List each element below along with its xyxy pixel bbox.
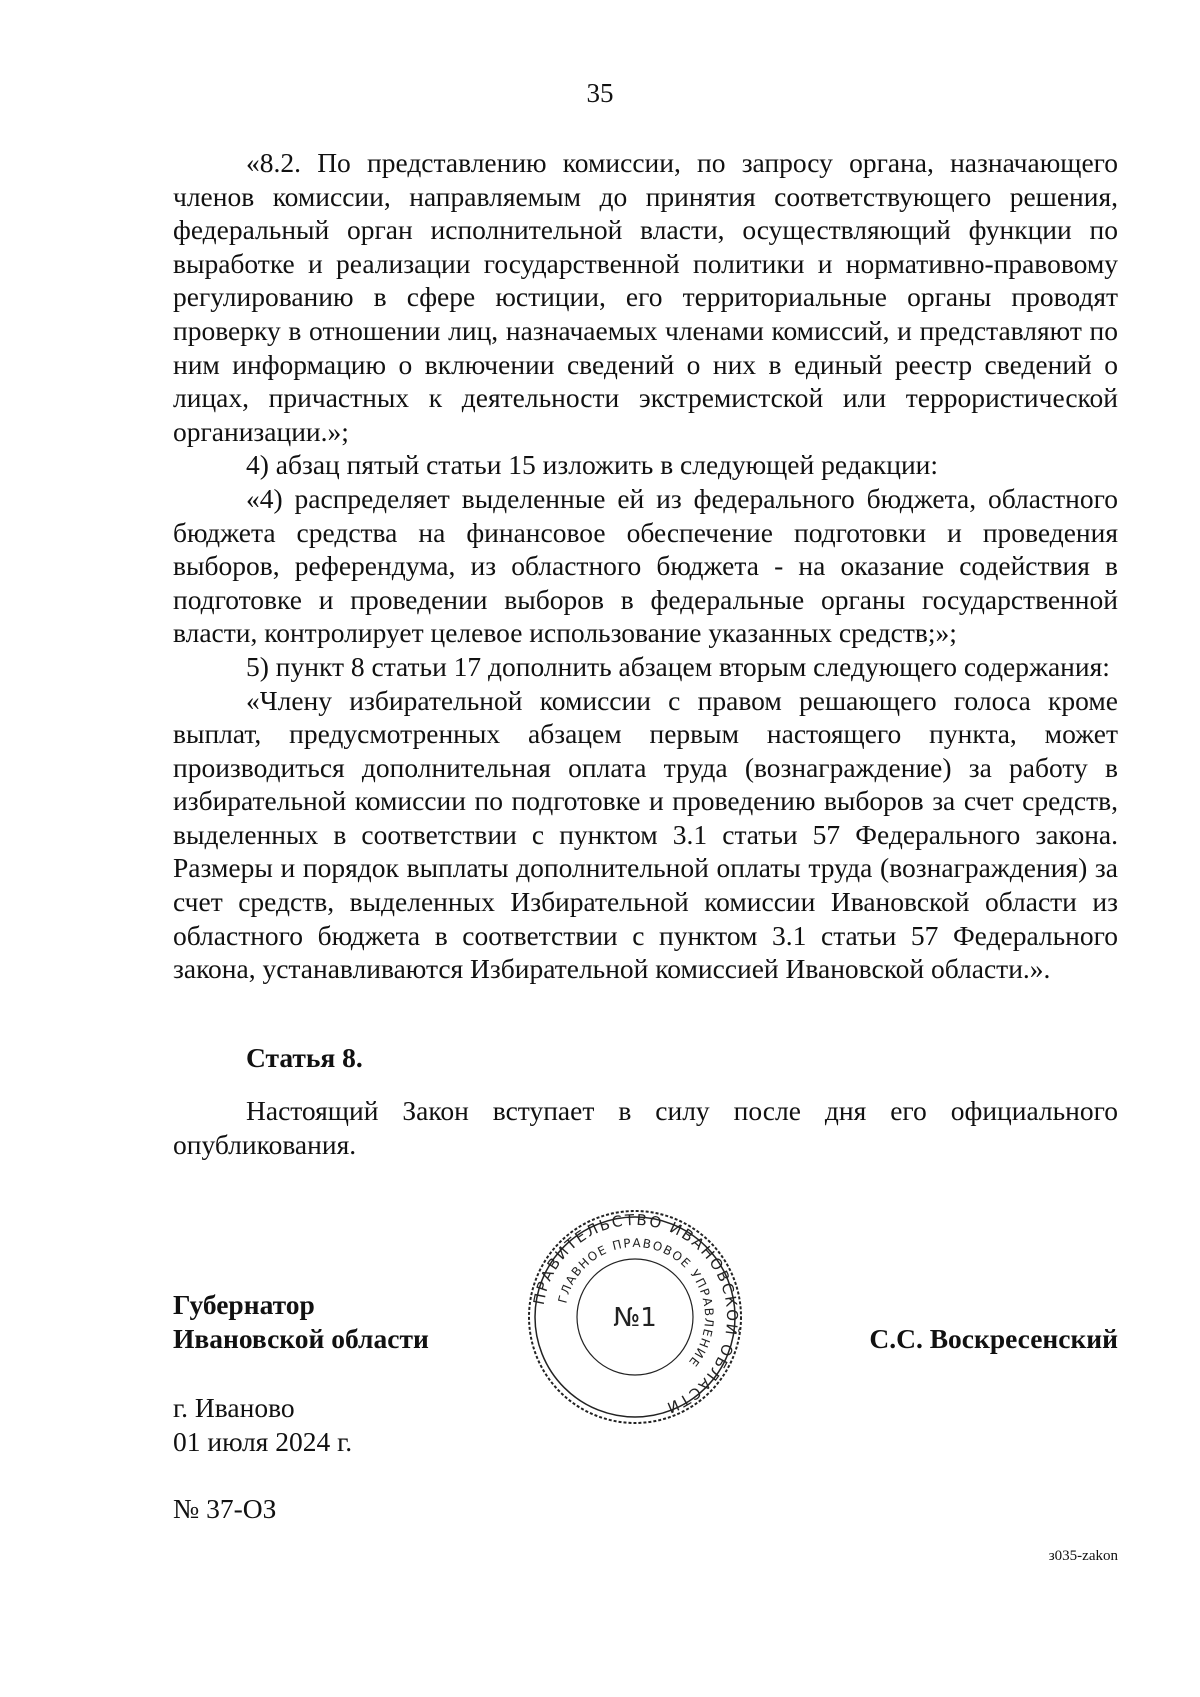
place: г. Иваново bbox=[173, 1392, 295, 1423]
paragraph-8-2: «8.2. По представлению комиссии, по запросу органа, назначающего членов комиссии, направляемым до принятия соответствующего решения, федеральный орган исполнительной власти, осуществляющий функции по выработке и реализации государственной политики и нормативно-правовому регулированию в сфере юстиции, его территориальные органы проводят проверку в отношении лиц, назначаемых членами комиссий, и представляют по ним информацию о включении сведений о них в единый реестр сведений о лицах, причастных к деятельности экстремистской или террористической организации.»; bbox=[173, 147, 1118, 447]
document-code: з035-zakon bbox=[1048, 1548, 1118, 1564]
signer-title-line2: Ивановской области bbox=[173, 1323, 429, 1354]
paragraph-item-4: 4) абзац пятый статьи 15 изложить в следующей редакции: bbox=[246, 449, 939, 481]
signing-date: 01 июля 2024 г. bbox=[173, 1426, 353, 1457]
article-text: Настоящий Закон вступает в силу после дня его официального опубликования. bbox=[173, 1095, 1118, 1160]
official-seal bbox=[525, 1207, 745, 1427]
body-text bbox=[173, 146, 1118, 986]
signer-title-line1: Губернатор bbox=[173, 1289, 315, 1320]
page-number: 35 bbox=[586, 78, 614, 108]
paragraph-item-5-text: «Члену избирательной комиссии с правом решающего голоса кроме выплат, предусмотренных абзацем первым настоящего пункта, может производиться дополнительная оплата труда (вознаграждение) за работу в избирательной комиссии по подготовке и проведению выборов за счет средств, выделенных в соответствии с пунктом 3.1 статьи 57 Федерального закона. Размеры и порядок выплаты дополнительной оплаты труда (вознаграждения) за счет средств, выделенных Избирательной комиссии Ивановской области из областного бюджета в соответствии с пунктом 3.1 статьи 57 Федерального закона, устанавливаются Избирательной комиссией Ивановской области.». bbox=[173, 684, 1118, 985]
seal-inner-text: ГЛАВНОЕ ПРАВОВОЕ УПРАВЛЕНИЕ bbox=[555, 1235, 717, 1371]
paragraph-item-5: 5) пункт 8 статьи 17 дополнить абзацем вторым следующего содержания: bbox=[246, 650, 1110, 682]
signer-title bbox=[173, 1288, 429, 1356]
law-number: № 37-ОЗ bbox=[173, 1493, 277, 1524]
signer-name: С.С. Воскресенский bbox=[869, 1323, 1118, 1354]
article-heading: Статья 8. bbox=[246, 1042, 363, 1073]
seal-outer-text: ПРАВИТЕЛЬСТВО ИВАНОВСКОЙ ОБЛАСТИ bbox=[529, 1210, 742, 1418]
paragraph-item-4-text: «4) распределяет выделенные ей из федерального бюджета, областного бюджета средства на финансовое обеспечение подготовки и проведения выборов, референдума, из областного бюджета - на оказание содействия в подготовке и проведении выборов в федеральные органы государственной власти, контролирует целевое использование указанных средств;»; bbox=[173, 482, 1118, 649]
seal-center-number: №1 bbox=[613, 1303, 657, 1333]
seal-graphic bbox=[525, 1207, 745, 1427]
